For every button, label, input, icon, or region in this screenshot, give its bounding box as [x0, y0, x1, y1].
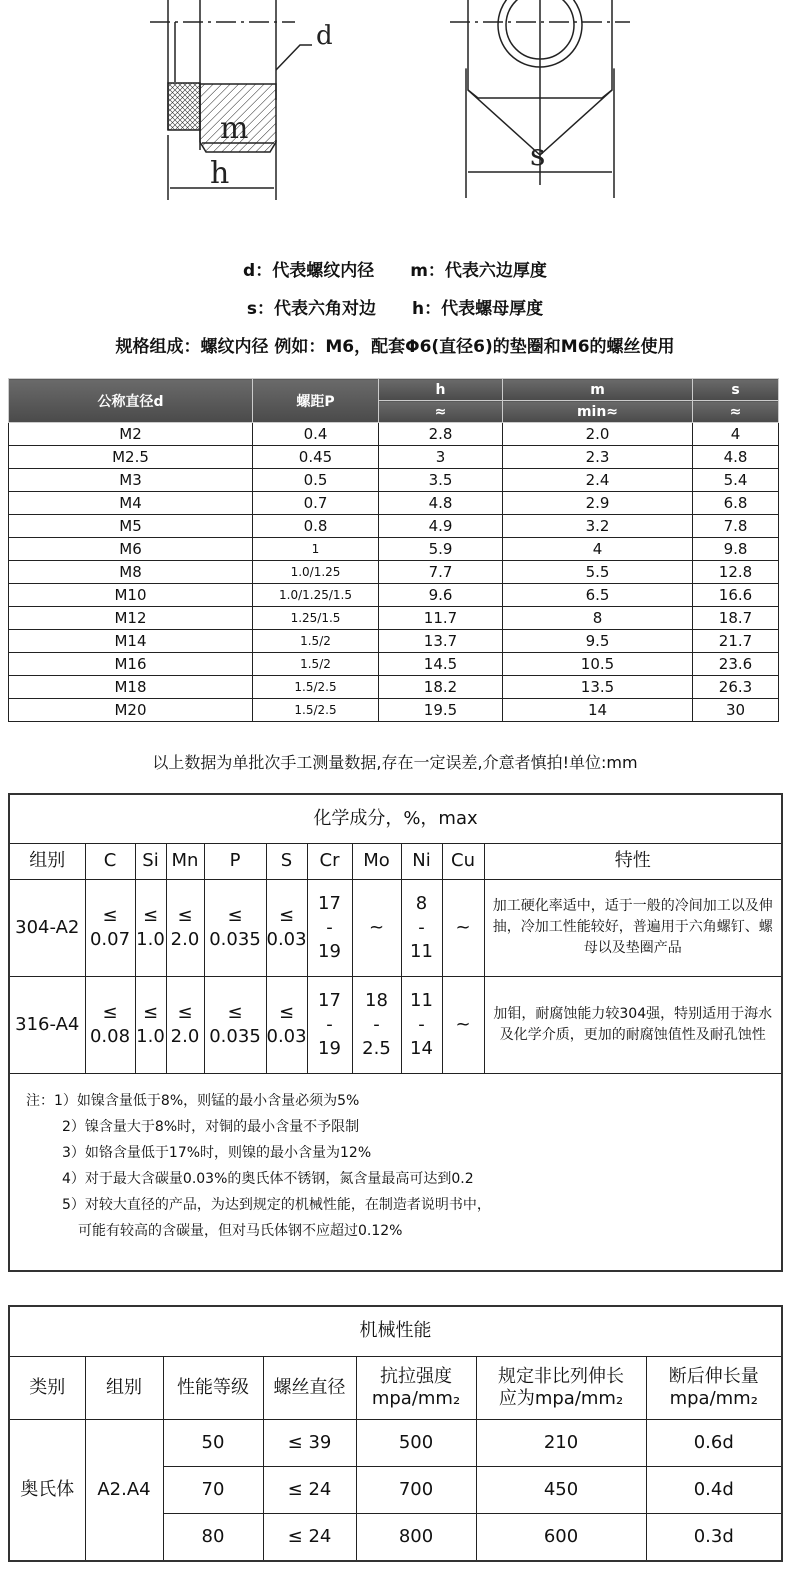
chem-cell: ≤ 0.07: [85, 879, 135, 976]
table-cell: 6.8: [693, 492, 779, 515]
size-table: [8, 378, 779, 722]
table-cell: 2.3: [503, 446, 693, 469]
table-cell: 0.45: [253, 446, 379, 469]
mechanical-properties-table: [8, 1305, 783, 1562]
legend-m: m：代表六边厚度: [410, 261, 547, 281]
feature-cell: 加工硬化率适中，适于一般的冷间加工以及伸抽，冷加工性能较好，普遍用于六角螺钉、螺母以及垫圈产品: [484, 879, 782, 976]
table-cell: 9.6: [379, 584, 503, 607]
table-cell: M20: [9, 699, 253, 722]
table-cell: M2: [9, 423, 253, 446]
svg-text:s: s: [530, 138, 546, 173]
mech-cell: 0.3d: [646, 1513, 782, 1561]
mech-header-cell: 性能等级: [163, 1356, 263, 1419]
table-cell: 13.7: [379, 630, 503, 653]
label-d: d: [316, 21, 333, 51]
chem-cell: ~: [352, 879, 401, 976]
table-cell: M2.5: [9, 446, 253, 469]
mech-cell: 500: [356, 1419, 476, 1466]
mech-header-cell: 抗拉强度 mpa/mm₂: [356, 1356, 476, 1419]
chem-cell: ≤ 0.08: [85, 976, 135, 1073]
mech-cell: 0.6d: [646, 1419, 782, 1466]
table-cell: 2.9: [503, 492, 693, 515]
table-cell: 5.4: [693, 469, 779, 492]
table-cell: 14: [503, 699, 693, 722]
table-cell: 2.0: [503, 423, 693, 446]
table-row: [9, 423, 779, 446]
table-cell: 0.8: [253, 515, 379, 538]
mech-cell: 70: [163, 1466, 263, 1513]
table-cell: M5: [9, 515, 253, 538]
feature-cell: 加钼，耐腐蚀能力较304强，特别适用于海水及化学介质，更加的耐腐蚀值性及耐孔蚀性: [484, 976, 782, 1073]
table-cell: 7.8: [693, 515, 779, 538]
table-row: [9, 492, 779, 515]
chem-cell: ≤ 2.0: [166, 879, 204, 976]
chem-cell: ≤ 1.0: [135, 976, 166, 1073]
legend-h: h：代表螺母厚度: [412, 299, 544, 319]
table-cell: 1: [253, 538, 379, 561]
table-row: [9, 630, 779, 653]
mech-cell: 80: [163, 1513, 263, 1561]
table-cell: 7.7: [379, 561, 503, 584]
table-cell: 16.6: [693, 584, 779, 607]
chem-cell: ≤ 0.035: [204, 976, 266, 1073]
header-m: m: [503, 379, 693, 401]
mech-header-cell: 断后伸长量 mpa/mm₂: [646, 1356, 782, 1419]
chem-cell: 304-A2: [9, 879, 85, 976]
note-line: 5）对较大直径的产品，为达到规定的机械性能，在制造者说明书中，: [62, 1196, 491, 1213]
table-cell: 0.4: [253, 423, 379, 446]
table-cell: 10.5: [503, 653, 693, 676]
nut-dimension-diagram: [0, 0, 790, 210]
table-cell: 26.3: [693, 676, 779, 699]
table-row: [9, 469, 779, 492]
table-row: [9, 699, 779, 722]
table-row: [9, 515, 779, 538]
table-cell: 8: [503, 607, 693, 630]
chem-cell: 18 - 2.5: [352, 976, 401, 1073]
table-row: [9, 446, 779, 469]
table-cell: 11.7: [379, 607, 503, 630]
chem-cell: 17 - 19: [307, 879, 352, 976]
chem-header-cell: S: [266, 843, 307, 879]
chemical-composition-table: [8, 793, 783, 1272]
chem-header-cell: Mn: [166, 843, 204, 879]
table-cell: 12.8: [693, 561, 779, 584]
mech-header-cell: 规定非比列伸长 应为mpa/mm₂: [476, 1356, 646, 1419]
note-line: 4）对于最大含碳量0.03%的奥氏体不锈钢，氮含量最高可达到0.2: [62, 1170, 474, 1187]
table-row: [9, 676, 779, 699]
table-cell: M3: [9, 469, 253, 492]
svg-text:h: h: [210, 156, 230, 191]
chem-header-cell: 特性: [484, 843, 782, 879]
table-cell: M8: [9, 561, 253, 584]
table-cell: 1.0/1.25/1.5: [253, 584, 379, 607]
table-cell: M14: [9, 630, 253, 653]
table-cell: 3.5: [379, 469, 503, 492]
chem-header-cell: Mo: [352, 843, 401, 879]
table-cell: 4: [503, 538, 693, 561]
table-cell: M6: [9, 538, 253, 561]
table-row: [9, 607, 779, 630]
table-cell: M12: [9, 607, 253, 630]
group-cell: A2.A4: [85, 1419, 163, 1561]
mech-cell: 50: [163, 1419, 263, 1466]
mech-cell: 700: [356, 1466, 476, 1513]
table-cell: 18.7: [693, 607, 779, 630]
mech-cell: ≤ 24: [263, 1513, 356, 1561]
table-cell: 6.5: [503, 584, 693, 607]
svg-text:m: m: [220, 111, 249, 146]
header-h: h: [379, 379, 503, 401]
chem-notes: [9, 1073, 782, 1271]
chem-header-cell: Si: [135, 843, 166, 879]
legend-line-2: [0, 294, 790, 319]
table-cell: 4: [693, 423, 779, 446]
table-cell: M4: [9, 492, 253, 515]
note-line: 注：1）如镍含量低于8%，则锰的最小含量必须为5%: [26, 1092, 360, 1109]
table-cell: M10: [9, 584, 253, 607]
table-row: [9, 653, 779, 676]
table-row: [9, 584, 779, 607]
table-row: [9, 561, 779, 584]
table-cell: 3: [379, 446, 503, 469]
table-cell: 4.8: [379, 492, 503, 515]
mech-cell: 450: [476, 1466, 646, 1513]
header-h-sub: ≈: [379, 401, 503, 423]
chem-cell: ~: [442, 879, 484, 976]
table-cell: 23.6: [693, 653, 779, 676]
table-cell: 1.5/2.5: [253, 699, 379, 722]
mech-header-cell: 类别: [9, 1356, 85, 1419]
note-line: 2）镍含量大于8%时，对铜的最小含量不予限制: [62, 1118, 360, 1135]
table-cell: 2.4: [503, 469, 693, 492]
chem-title: 化学成分，%，max: [9, 794, 782, 843]
mech-title: 机械性能: [9, 1306, 782, 1356]
mech-header-cell: 螺丝直径: [263, 1356, 356, 1419]
mech-cell: ≤ 39: [263, 1419, 356, 1466]
header-s: s: [693, 379, 779, 401]
chem-header-cell: P: [204, 843, 266, 879]
chem-header-cell: 组别: [9, 843, 85, 879]
chem-cell: 11 - 14: [401, 976, 442, 1073]
table-cell: 1.25/1.5: [253, 607, 379, 630]
chem-cell: ≤ 2.0: [166, 976, 204, 1073]
chem-header-cell: Ni: [401, 843, 442, 879]
measure-note: 以上数据为单批次手工测量数据,存在一定误差,介意者慎拍!单位:mm: [152, 753, 638, 772]
legend-spec: 规格组成：螺纹内径 例如：M6，配套Φ6(直径6)的垫圈和M6的螺丝使用: [115, 337, 675, 357]
table-cell: 9.5: [503, 630, 693, 653]
chem-cell: ≤ 1.0: [135, 879, 166, 976]
table-cell: 4.9: [379, 515, 503, 538]
chem-cell: ≤ 0.03: [266, 879, 307, 976]
table-cell: 1.5/2: [253, 630, 379, 653]
table-cell: 0.7: [253, 492, 379, 515]
chem-header-cell: C: [85, 843, 135, 879]
table-cell: M18: [9, 676, 253, 699]
chem-cell: ≤ 0.035: [204, 879, 266, 976]
table-row: [9, 538, 779, 561]
table-cell: 13.5: [503, 676, 693, 699]
mech-cell: 800: [356, 1513, 476, 1561]
table-cell: 19.5: [379, 699, 503, 722]
mech-cell: 600: [476, 1513, 646, 1561]
table-cell: 1.0/1.25: [253, 561, 379, 584]
table-cell: 30: [693, 699, 779, 722]
table-cell: 1.5/2: [253, 653, 379, 676]
category-cell: 奥氏体: [9, 1419, 85, 1561]
table-cell: 9.8: [693, 538, 779, 561]
note-line: 3）如铬含量低于17%时，则镍的最小含量为12%: [62, 1144, 372, 1161]
chem-cell: 8 - 11: [401, 879, 442, 976]
chem-header-cell: Cu: [442, 843, 484, 879]
table-cell: 5.9: [379, 538, 503, 561]
table-cell: 14.5: [379, 653, 503, 676]
header-p: 螺距P: [253, 379, 379, 423]
table-cell: 1.5/2.5: [253, 676, 379, 699]
header-s-sub: ≈: [693, 401, 779, 423]
legend-line-1: [0, 256, 790, 281]
chem-header-cell: Cr: [307, 843, 352, 879]
legend-d: d：代表螺纹内径: [243, 261, 375, 281]
table-cell: 21.7: [693, 630, 779, 653]
table-cell: 5.5: [503, 561, 693, 584]
mech-cell: 210: [476, 1419, 646, 1466]
legend-s: s：代表六角对边: [246, 299, 376, 319]
chem-cell: 316-A4: [9, 976, 85, 1073]
table-cell: 0.5: [253, 469, 379, 492]
table-cell: 2.8: [379, 423, 503, 446]
table-cell: 3.2: [503, 515, 693, 538]
mech-cell: ≤ 24: [263, 1466, 356, 1513]
table-cell: 18.2: [379, 676, 503, 699]
chem-cell: ~: [442, 976, 484, 1073]
table-cell: 4.8: [693, 446, 779, 469]
chem-cell: ≤ 0.03: [266, 976, 307, 1073]
header-m-sub: min≈: [503, 401, 693, 423]
mech-header-cell: 组别: [85, 1356, 163, 1419]
header-d: 公称直径d: [9, 379, 253, 423]
note-line: 可能有较高的含碳量，但对马氏体钢不应超过0.12%: [78, 1222, 403, 1239]
chem-cell: 17 - 19: [307, 976, 352, 1073]
mech-cell: 0.4d: [646, 1466, 782, 1513]
table-cell: M16: [9, 653, 253, 676]
